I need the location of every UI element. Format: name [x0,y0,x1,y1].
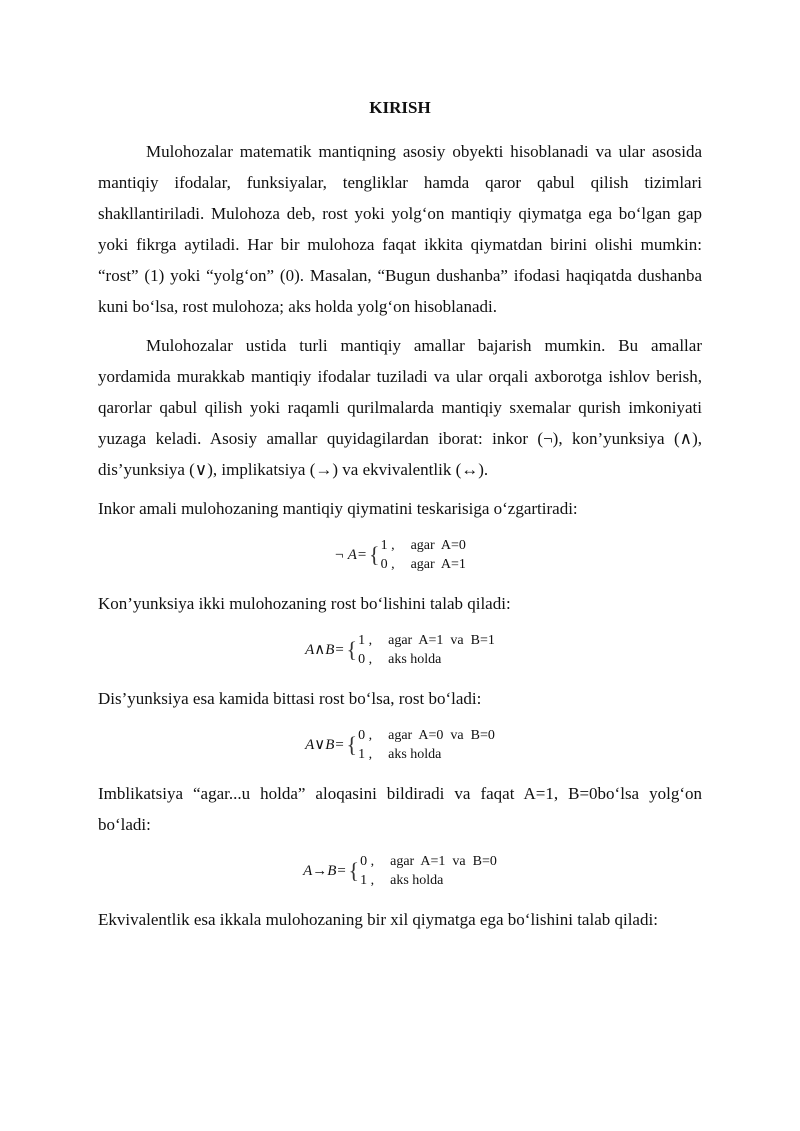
negation-intro: Inkor amali mulohozaning mantiqiy qiymatini teskarisiga o‘zgartiradi: [98,499,578,518]
case-value: 0 , [360,854,375,869]
formula-cases [360,852,497,890]
equivalence-intro: Ekvivalentlik esa ikkala mulohozaning bir xil qiymatga ega bo‘lishini talab qiladi: [98,910,658,929]
case-value: 1 , [380,538,395,553]
formula-lhs: A∧B= [305,642,345,658]
case-condition: aks holda [388,747,442,762]
intro-paragraph: Mulohozalar matematik mantiqning asosiy obyekti hisoblanadi va ular asosida mantiqiy ifodalar, funksiyalar, tengliklar hamda qaror qabul qilish tizimlari shakllantiriladi. Mulohoza deb, rost yoki yolg‘on mantiqiy qiymatga ega bo‘lgan gap yoki fikrga aytiladi. Har bir mulohoza faqat ikkita qiymatdan birini olishi mumkin: “rost” (1) yoki “yolg‘on” (0). Masalan, “Bugun dushanba” ifodasi haqiqatda dushanba kuni bo‘lsa, rost mulohoza; aks holda yolg‘on hisoblanadi. [98,142,702,316]
formula-case-row [358,726,495,745]
negation-formula [98,536,702,574]
case-condition: agar A=0 [410,538,466,553]
operations-paragraph: Mulohozalar ustida turli mantiqiy amallar bajarish mumkin. Bu amallar yordamida murakkab mantiqiy ifodalar tuziladi va ular orqali axborotga ishlov berish, qarorlar qabul qilish yoki raqamli qurilmalarda mantiqiy sxemalar qurish imkoniyati yuzaga keladi. Asosiy amallar quyidagilardan iborat: inkor (¬), kon’yunksiya (∧), dis’yunksiya (∨), implikatsiya (→) va ekvivalentlik (↔). [98,336,702,479]
formula-case-row [358,745,495,764]
disjunction-intro: Dis’yunksiya esa kamida bittasi rost bo‘lsa, rost bo‘ladi: [98,689,482,708]
case-value: 1 , [360,873,375,888]
formula-cases [358,726,495,764]
case-condition: agar A=1 va B=0 [390,854,497,869]
implication-formula [98,852,702,890]
case-value: 0 , [358,652,373,667]
formula-case-row [381,536,466,555]
case-value: 0 , [358,728,373,743]
formula-case-row [360,871,497,890]
case-condition: agar A=0 va B=0 [388,728,495,743]
formula-brace: { [346,732,358,757]
formula-brace: { [348,858,360,883]
formula-cases [381,536,466,574]
conjunction-intro: Kon’yunksiya ikki mulohozaning rost bo‘lishini talab qiladi: [98,594,511,613]
disjunction-formula [98,726,702,764]
case-value: 1 , [358,747,373,762]
formula-lhs: ¬ A= [334,547,367,563]
case-condition: agar A=1 va B=1 [388,633,495,648]
formula-case-row [381,555,466,574]
page-title: KIRISH [369,98,431,117]
formula-case-row [358,631,495,650]
formula-case-row [360,852,497,871]
formula-brace: { [369,542,380,567]
formula-lhs: A→B= [303,863,347,879]
formula-brace: { [346,637,358,662]
case-value: 1 , [358,633,373,648]
case-condition: aks holda [390,873,444,888]
case-condition: aks holda [388,652,442,667]
case-condition: agar A=1 [410,557,466,572]
formula-case-row [358,650,495,669]
formula-cases [358,631,495,669]
conjunction-formula [98,631,702,669]
formula-lhs: A∨B= [305,737,345,753]
document-page [98,96,702,935]
implication-intro: Imblikatsiya “agar...u holda” aloqasini bildiradi va faqat A=1, B=0bo‘lsa yolg‘on bo‘ladi: [98,784,702,834]
case-value: 0 , [380,557,395,572]
